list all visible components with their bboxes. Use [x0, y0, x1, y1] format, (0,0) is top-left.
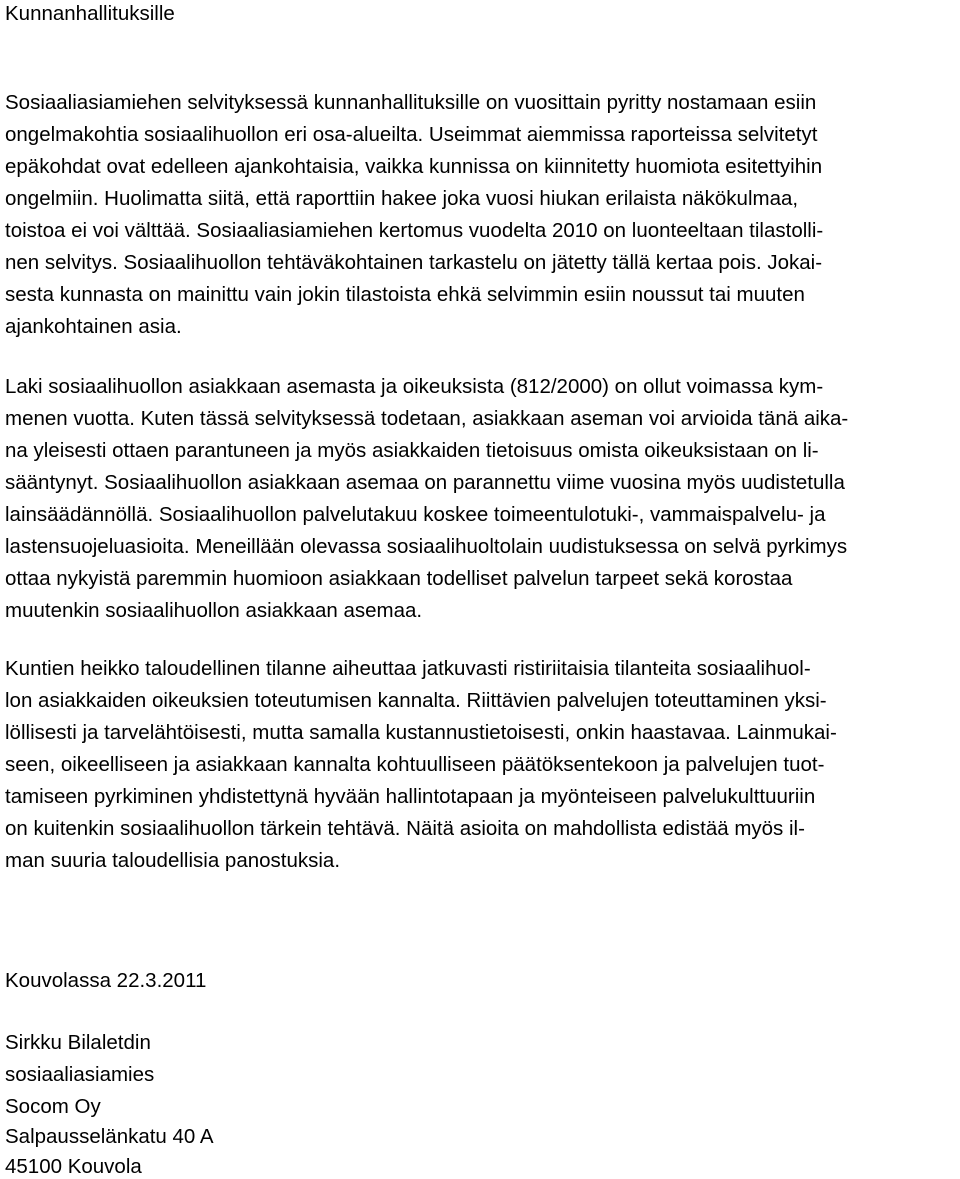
paragraph-line: Laki sosiaalihuollon asiakkaan asemasta ja oikeuksista (812/2000) on ollut voimassa kym- [5, 375, 824, 398]
paragraph-line: lainsäädännöllä. Sosiaalihuollon palvelutakuu koskee toimeentulotuki-, vammaispalvelu- ja [5, 503, 826, 526]
paragraph-line: seen, oikeelliseen ja asiakkaan kannalta kohtuulliseen päätöksentekoon ja palvelujen tuot- [5, 753, 825, 776]
paragraph-line: sääntynyt. Sosiaalihuollon asiakkaan asemaa on parannettu viime vuosina myös uudistetulla [5, 471, 845, 494]
paragraph-line: sesta kunnasta on mainittu vain jokin tilastoista ehkä selvimmin esiin noussut tai muuten [5, 283, 805, 306]
paragraph-line: lon asiakkaiden oikeuksien toteutumisen kannalta. Riittävien palvelujen toteuttaminen yksi- [5, 689, 827, 712]
paragraph-line: na yleisesti ottaen parantuneen ja myös asiakkaiden tietoisuus omista oikeuksistaan on li- [5, 439, 819, 462]
paragraph-line: lastensuojeluasioita. Meneillään olevassa sosiaalihuoltolain uudistuksessa on selvä pyrkimys [5, 535, 848, 558]
signer-name: Sirkku Bilaletdin [5, 1031, 151, 1054]
paragraph-line: muutenkin sosiaalihuollon asiakkaan asemaa. [5, 599, 423, 622]
signer-company: Socom Oy [5, 1095, 101, 1118]
paragraph-line: ongelmakohtia sosiaalihuollon eri osa-alueilta. Useimmat aiemmissa raporteissa selvitetyt [5, 123, 818, 146]
signer-postal: 45100 Kouvola [5, 1155, 142, 1178]
paragraph-line: on kuitenkin sosiaalihuollon tärkein tehtävä. Näitä asioita on mahdollista edistää myös il- [5, 817, 805, 840]
signer-street: Salpausselänkatu 40 A [5, 1125, 214, 1148]
paragraph-line: man suuria taloudellisia panostuksia. [5, 849, 341, 872]
document-heading: Kunnanhallituksille [5, 2, 175, 25]
paragraph-line: menen vuotta. Kuten tässä selvityksessä todetaan, asiakkaan aseman voi arvioida tänä aika- [5, 407, 849, 430]
place-date: Kouvolassa 22.3.2011 [5, 969, 207, 992]
paragraph-line: toistoa ei voi välttää. Sosiaaliasiamiehen kertomus vuodelta 2010 on luonteeltaan tilastolli- [5, 219, 824, 242]
paragraph-line: tamiseen pyrkiminen yhdistettynä hyvään hallintotapaan ja myönteiseen palvelukulttuuriin [5, 785, 816, 808]
paragraph-line: epäkohdat ovat edelleen ajankohtaisia, vaikka kunnissa on kiinnitetty huomiota esitettyihin [5, 155, 823, 178]
paragraph-line: nen selvitys. Sosiaalihuollon tehtäväkohtainen tarkastelu on jätetty tällä kertaa pois. Jokai- [5, 251, 823, 274]
paragraph-line: ongelmiin. Huolimatta siitä, että raporttiin hakee joka vuosi hiukan erilaista näkökulmaa, [5, 187, 799, 210]
paragraph-line: Kuntien heikko taloudellinen tilanne aiheuttaa jatkuvasti ristiriitaisia tilanteita sosiaalihuol- [5, 657, 811, 680]
paragraph-line: ottaa nykyistä paremmin huomioon asiakkaan todelliset palvelun tarpeet sekä korostaa [5, 567, 793, 590]
paragraph-line: Sosiaaliasiamiehen selvityksessä kunnanhallituksille on vuosittain pyritty nostamaan esiin [5, 91, 817, 114]
paragraph-line: ajankohtainen asia. [5, 315, 182, 338]
paragraph-line: löllisesti ja tarvelähtöisesti, mutta samalla kustannustietoisesti, onkin haastavaa. Lainmukai- [5, 721, 837, 744]
signer-title: sosiaaliasiamies [5, 1063, 155, 1086]
